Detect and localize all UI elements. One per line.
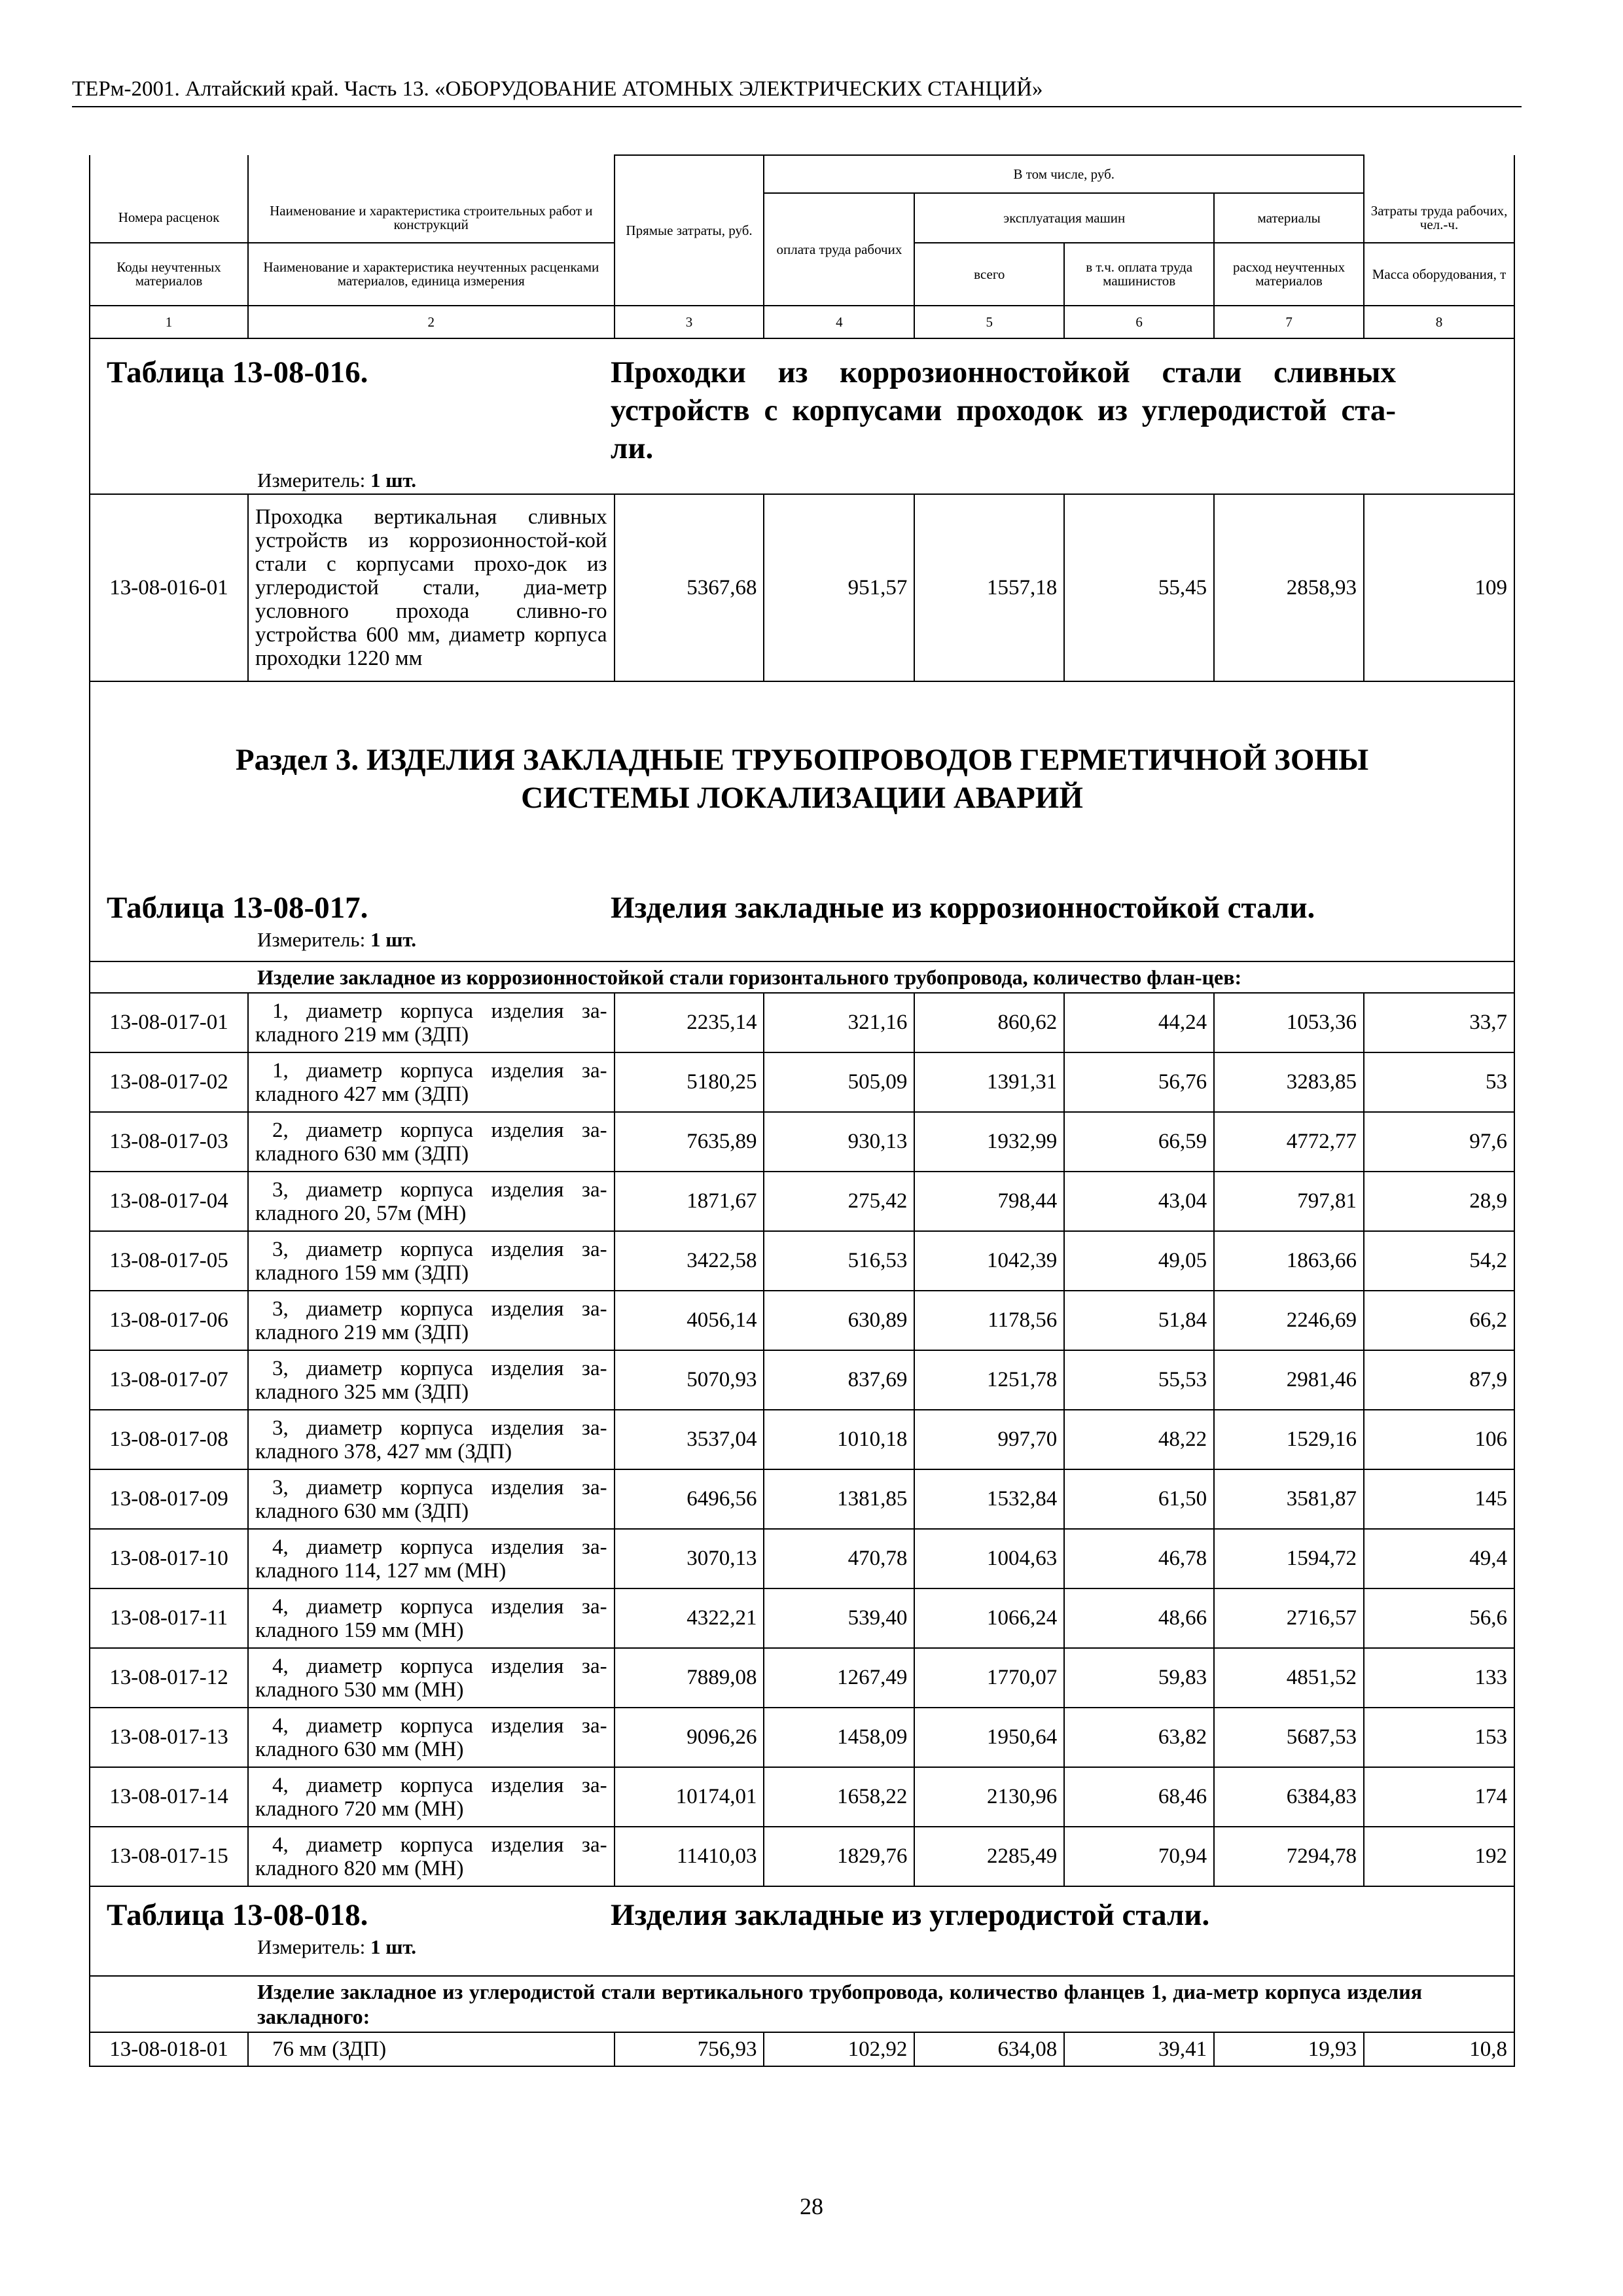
work-description: 3, диаметр корпуса изделия за-кладного 219 мм (ЗДП) (248, 1291, 615, 1350)
direct-costs: 7889,08 (615, 1648, 764, 1708)
table-row (90, 1708, 1514, 1767)
materials: 797,81 (1214, 1172, 1364, 1231)
col-num-6: 6 (1064, 306, 1214, 338)
col-direct-costs: Прямые затраты, руб. (615, 155, 764, 306)
wages: 1829,76 (764, 1827, 914, 1886)
machines-total: 997,70 (914, 1410, 1064, 1469)
rate-code: 13-08-017-06 (90, 1291, 248, 1350)
work-description: 3, диаметр корпуса изделия за-кладного 325 мм (ЗДП) (248, 1350, 615, 1410)
table-row (90, 1350, 1514, 1410)
table-018-subheader: Изделие закладное из углеродистой стали вертикального трубопровода, количество фланцев 1, диа-метр корпуса изделия закладного: (90, 1976, 1514, 2032)
materials: 2716,57 (1214, 1588, 1364, 1648)
table-row (90, 1112, 1514, 1172)
section-title: Раздел 3. ИЗДЕЛИЯ ЗАКЛАДНЫЕ ТРУБОПРОВОДОВ ГЕРМЕТИЧНОЙ ЗОНЫ СИСТЕМЫ ЛОКАЛИЗАЦИИ АВАРИЙ (90, 681, 1514, 889)
rate-code: 13-08-017-07 (90, 1350, 248, 1410)
rate-code: 13-08-017-09 (90, 1469, 248, 1529)
materials: 2246,69 (1214, 1291, 1364, 1350)
machines-total: 1066,24 (914, 1588, 1064, 1648)
drivers-wages: 66,59 (1064, 1112, 1214, 1172)
wages: 930,13 (764, 1112, 914, 1172)
drivers-wages: 56,76 (1064, 1052, 1214, 1112)
rate-code: 13-08-017-11 (90, 1588, 248, 1648)
drivers-wages: 39,41 (1064, 2032, 1214, 2066)
machines-total: 1932,99 (914, 1112, 1064, 1172)
materials: 4851,52 (1214, 1648, 1364, 1708)
table-row (90, 1231, 1514, 1291)
work-description: 76 мм (ЗДП) (248, 2032, 615, 2066)
drivers-wages: 48,66 (1064, 1588, 1214, 1648)
labor-costs: 56,6 (1364, 1588, 1514, 1648)
table-018-label: Таблица 13-08-018. (107, 1898, 368, 1932)
col-num-5: 5 (914, 306, 1064, 338)
wages: 1010,18 (764, 1410, 914, 1469)
rate-code: 13-08-016-01 (90, 494, 248, 681)
labor-costs: 33,7 (1364, 993, 1514, 1052)
table-018-heading (90, 1886, 1514, 1976)
table-row (90, 2032, 1514, 2066)
work-description: 4, диаметр корпуса изделия за-кладного 159 мм (МН) (248, 1588, 615, 1648)
drivers-wages: 43,04 (1064, 1172, 1214, 1231)
wages: 102,92 (764, 2032, 914, 2066)
drivers-wages: 49,05 (1064, 1231, 1214, 1291)
work-description: 3, диаметр корпуса изделия за-кладного 159 мм (ЗДП) (248, 1231, 615, 1291)
wages: 1381,85 (764, 1469, 914, 1529)
drivers-wages: 70,94 (1064, 1827, 1214, 1886)
machines-total: 1042,39 (914, 1231, 1064, 1291)
table-017-label: Таблица 13-08-017. (107, 891, 368, 925)
labor-costs: 53 (1364, 1052, 1514, 1112)
table-018-name: Изделия закладные из углеродистой стали. (611, 1898, 1210, 1932)
rate-code: 13-08-017-15 (90, 1827, 248, 1886)
direct-costs: 10174,01 (615, 1767, 764, 1827)
direct-costs: 3422,58 (615, 1231, 764, 1291)
col-work-name: Наименование и характеристика строительных работ и конструкций (248, 193, 615, 243)
materials: 7294,78 (1214, 1827, 1364, 1886)
table-017-rows (90, 993, 1514, 1886)
rate-code: 13-08-017-12 (90, 1648, 248, 1708)
table-row (90, 1291, 1514, 1350)
wages: 539,40 (764, 1588, 914, 1648)
table-row (90, 1767, 1514, 1827)
table-018-measure: Измеритель: 1 шт. (257, 1935, 417, 1958)
materials: 1053,36 (1214, 993, 1364, 1052)
machines-total: 2130,96 (914, 1767, 1064, 1827)
col-num-1: 1 (90, 306, 248, 338)
machines-total: 1004,63 (914, 1529, 1064, 1588)
materials: 1594,72 (1214, 1529, 1364, 1588)
col-materials: материалы (1214, 193, 1364, 243)
table-row (90, 993, 1514, 1052)
labor-costs: 49,4 (1364, 1529, 1514, 1588)
col-rate-no-head (90, 155, 248, 193)
machines-total: 1950,64 (914, 1708, 1064, 1767)
materials: 2981,46 (1214, 1350, 1364, 1410)
materials: 5687,53 (1214, 1708, 1364, 1767)
labor-costs: 145 (1364, 1469, 1514, 1529)
direct-costs: 4322,21 (615, 1588, 764, 1648)
wages: 470,78 (764, 1529, 914, 1588)
col-num-4: 4 (764, 306, 914, 338)
col-num-7: 7 (1214, 306, 1364, 338)
machines-total: 1178,56 (914, 1291, 1064, 1350)
drivers-wages: 46,78 (1064, 1529, 1214, 1588)
page-number: 28 (800, 2193, 823, 2219)
direct-costs: 3070,13 (615, 1529, 764, 1588)
materials: 19,93 (1214, 2032, 1364, 2066)
machines-total: 1770,07 (914, 1648, 1064, 1708)
wages: 1267,49 (764, 1648, 914, 1708)
col-labor-costs: Затраты труда рабочих, чел.-ч. (1364, 193, 1514, 243)
machines-total: 1557,18 (914, 494, 1064, 681)
labor-costs: 106 (1364, 1410, 1514, 1469)
wages: 1458,09 (764, 1708, 914, 1767)
table-row (90, 1529, 1514, 1588)
materials: 1863,66 (1214, 1231, 1364, 1291)
table-row (90, 1588, 1514, 1648)
work-description: 4, диаметр корпуса изделия за-кладного 530 мм (МН) (248, 1648, 615, 1708)
labor-costs: 97,6 (1364, 1112, 1514, 1172)
materials: 3581,87 (1214, 1469, 1364, 1529)
col-num-8: 8 (1364, 306, 1514, 338)
col-material-codes: Коды неучтенных материалов (90, 243, 248, 306)
work-description: 4, диаметр корпуса изделия за-кладного 630 мм (МН) (248, 1708, 615, 1767)
direct-costs: 9096,26 (615, 1708, 764, 1767)
labor-costs: 153 (1364, 1708, 1514, 1767)
materials: 4772,77 (1214, 1112, 1364, 1172)
col-wages: оплата труда рабочих (764, 193, 914, 306)
materials: 2858,93 (1214, 494, 1364, 681)
table-row (90, 1410, 1514, 1469)
labor-costs: 10,8 (1364, 2032, 1514, 2066)
col-num-3: 3 (615, 306, 764, 338)
direct-costs: 5367,68 (615, 494, 764, 681)
table-row (90, 1172, 1514, 1231)
machines-total: 1391,31 (914, 1052, 1064, 1112)
materials: 3283,85 (1214, 1052, 1364, 1112)
rate-code: 13-08-017-05 (90, 1231, 248, 1291)
table-row (90, 1827, 1514, 1886)
work-description: 4, диаметр корпуса изделия за-кладного 720 мм (МН) (248, 1767, 615, 1827)
rate-code: 13-08-017-03 (90, 1112, 248, 1172)
wages: 275,42 (764, 1172, 914, 1231)
drivers-wages: 59,83 (1064, 1648, 1214, 1708)
table-row (90, 1052, 1514, 1112)
col-work-name-head (248, 155, 615, 193)
labor-costs: 174 (1364, 1767, 1514, 1827)
direct-costs: 5070,93 (615, 1350, 764, 1410)
labor-costs: 54,2 (1364, 1231, 1514, 1291)
wages: 1658,22 (764, 1767, 914, 1827)
table-016-measure: Измеритель: 1 шт. (257, 469, 417, 492)
price-table (89, 154, 1515, 2067)
direct-costs: 4056,14 (615, 1291, 764, 1350)
drivers-wages: 61,50 (1064, 1469, 1214, 1529)
labor-costs: 192 (1364, 1827, 1514, 1886)
direct-costs: 2235,14 (615, 993, 764, 1052)
machines-total: 1532,84 (914, 1469, 1064, 1529)
work-description: 2, диаметр корпуса изделия за-кладного 630 мм (ЗДП) (248, 1112, 615, 1172)
wages: 505,09 (764, 1052, 914, 1112)
labor-costs: 28,9 (1364, 1172, 1514, 1231)
direct-costs: 756,93 (615, 2032, 764, 2066)
col-unaccounted-materials: расход неучтенных материалов (1214, 243, 1364, 306)
rate-code: 13-08-017-10 (90, 1529, 248, 1588)
table-016-label: Таблица 13-08-016. (107, 355, 368, 389)
rate-code: 13-08-017-08 (90, 1410, 248, 1469)
drivers-wages: 51,84 (1064, 1291, 1214, 1350)
col-equipment-mass: Масса оборудования, т (1364, 243, 1514, 306)
table-017-measure: Измеритель: 1 шт. (257, 928, 417, 951)
work-description: 3, диаметр корпуса изделия за-кладного 20, 57м (МН) (248, 1172, 615, 1231)
rate-code: 13-08-017-14 (90, 1767, 248, 1827)
direct-costs: 7635,89 (615, 1112, 764, 1172)
work-description: 3, диаметр корпуса изделия за-кладного 630 мм (ЗДП) (248, 1469, 615, 1529)
table-017-name: Изделия закладные из коррозионностойкой стали. (611, 891, 1315, 925)
machines-total: 798,44 (914, 1172, 1064, 1231)
table-017-heading (90, 889, 1514, 961)
col-drivers-wages: в т.ч. оплата труда машинистов (1064, 243, 1214, 306)
direct-costs: 1871,67 (615, 1172, 764, 1231)
rate-code: 13-08-017-13 (90, 1708, 248, 1767)
wages: 837,69 (764, 1350, 914, 1410)
machines-total: 860,62 (914, 993, 1064, 1052)
rate-code: 13-08-017-04 (90, 1172, 248, 1231)
wages: 951,57 (764, 494, 914, 681)
rate-code: 13-08-017-01 (90, 993, 248, 1052)
col-num-2: 2 (248, 306, 615, 338)
table-016-heading (90, 338, 1514, 494)
wages: 516,53 (764, 1231, 914, 1291)
rate-code: 13-08-018-01 (90, 2032, 248, 2066)
table-row (90, 494, 1514, 681)
col-incl-header: В том числе, руб. (764, 155, 1364, 193)
direct-costs: 5180,25 (615, 1052, 764, 1112)
machines-total: 2285,49 (914, 1827, 1064, 1886)
work-description: 3, диаметр корпуса изделия за-кладного 378, 427 мм (ЗДП) (248, 1410, 615, 1469)
materials: 6384,83 (1214, 1767, 1364, 1827)
work-description: 1, диаметр корпуса изделия за-кладного 219 мм (ЗДП) (248, 993, 615, 1052)
drivers-wages: 44,24 (1064, 993, 1214, 1052)
machines-total: 1251,78 (914, 1350, 1064, 1410)
table-017-subheader: Изделие закладное из коррозионностойкой стали горизонтального трубопровода, количество флан-цев: (90, 961, 1514, 993)
running-header: ТЕРм-2001. Алтайский край. Часть 13. «ОБОРУДОВАНИЕ АТОМНЫХ ЭЛЕКТРИЧЕСКИХ СТАНЦИЙ» (72, 72, 1522, 107)
col-machines: эксплуатация машин (914, 193, 1214, 243)
work-description: 1, диаметр корпуса изделия за-кладного 427 мм (ЗДП) (248, 1052, 615, 1112)
machines-total: 634,08 (914, 2032, 1064, 2066)
rate-code: 13-08-017-02 (90, 1052, 248, 1112)
wages: 630,89 (764, 1291, 914, 1350)
drivers-wages: 68,46 (1064, 1767, 1214, 1827)
col-material-names: Наименование и характеристика неучтенных расценками материалов, единица измерения (248, 243, 615, 306)
labor-costs: 109 (1364, 494, 1514, 681)
work-description: 4, диаметр корпуса изделия за-кладного 820 мм (МН) (248, 1827, 615, 1886)
col-rate-no: Номера расценок (90, 193, 248, 243)
drivers-wages: 63,82 (1064, 1708, 1214, 1767)
direct-costs: 3537,04 (615, 1410, 764, 1469)
labor-costs: 87,9 (1364, 1350, 1514, 1410)
table-016-name: Проходки из коррозионностойкой стали сливных устройств с корпусами проходок из углеродистой ста-ли. (611, 355, 1396, 465)
work-description: Проходка вертикальная сливных устройств из коррозионностой-кой стали с корпусами прохо-док из углеродистой стали, диа-метр условного прохода сливно-го устройства 600 мм, диаметр корпуса проходки 1220 мм (248, 494, 615, 681)
table-row (90, 1469, 1514, 1529)
table-row (90, 1648, 1514, 1708)
materials: 1529,16 (1214, 1410, 1364, 1469)
col-machines-total: всего (914, 243, 1064, 306)
labor-costs: 66,2 (1364, 1291, 1514, 1350)
labor-costs: 133 (1364, 1648, 1514, 1708)
drivers-wages: 55,53 (1064, 1350, 1214, 1410)
direct-costs: 6496,56 (615, 1469, 764, 1529)
direct-costs: 11410,03 (615, 1827, 764, 1886)
wages: 321,16 (764, 993, 914, 1052)
work-description: 4, диаметр корпуса изделия за-кладного 114, 127 мм (МН) (248, 1529, 615, 1588)
drivers-wages: 48,22 (1064, 1410, 1214, 1469)
drivers-wages: 55,45 (1064, 494, 1214, 681)
